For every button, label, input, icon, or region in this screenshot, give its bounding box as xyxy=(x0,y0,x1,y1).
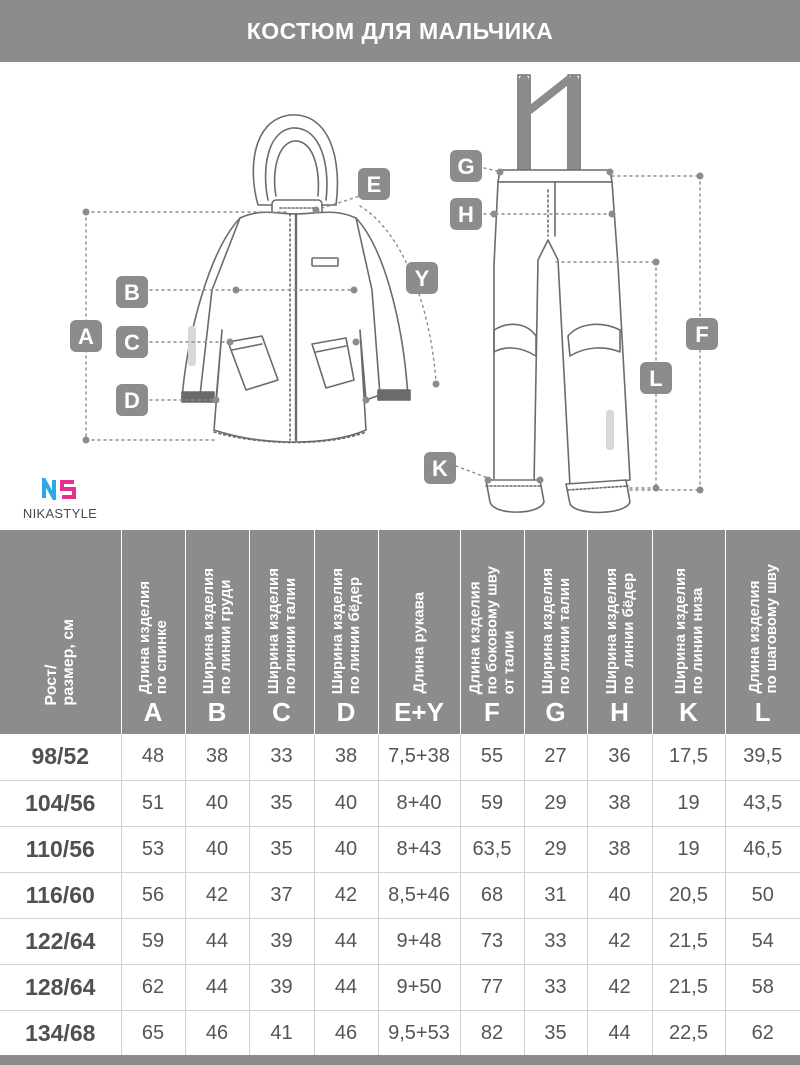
svg-text:D: D xyxy=(124,388,140,413)
table-cell: 40 xyxy=(185,780,249,826)
badge-c xyxy=(116,326,148,358)
badge-k xyxy=(424,452,456,484)
table-cell: 38 xyxy=(314,734,378,780)
table-cell: 41 xyxy=(249,1010,314,1056)
size-cell: 128/64 xyxy=(0,964,121,1010)
table-row xyxy=(0,734,800,780)
table-cell: 35 xyxy=(524,1010,587,1056)
table-cell: 29 xyxy=(524,826,587,872)
table-row xyxy=(0,872,800,918)
table-cell: 8,5+46 xyxy=(378,872,460,918)
column-header xyxy=(460,530,524,734)
table-cell: 21,5 xyxy=(652,964,725,1010)
table-cell: 77 xyxy=(460,964,524,1010)
column-header-letter: K xyxy=(679,697,698,727)
table-cell: 40 xyxy=(185,826,249,872)
table-cell: 59 xyxy=(121,918,185,964)
table-cell: 56 xyxy=(121,872,185,918)
svg-text:G: G xyxy=(457,154,475,179)
badge-b xyxy=(116,276,148,308)
table-cell: 50 xyxy=(725,872,800,918)
svg-text:A: A xyxy=(78,324,94,349)
table-cell: 35 xyxy=(249,826,314,872)
size-cell: 134/68 xyxy=(25,1019,96,1046)
table-cell: 21,5 xyxy=(652,918,725,964)
table-cell: 37 xyxy=(249,872,314,918)
table-cell: 40 xyxy=(587,872,652,918)
badge-a xyxy=(70,320,102,352)
table-cell: 65 xyxy=(121,1010,185,1056)
column-header-letter: G xyxy=(545,697,566,727)
table-cell: 44 xyxy=(314,918,378,964)
table-cell: 38 xyxy=(587,780,652,826)
column-header-letter: L xyxy=(754,697,771,727)
table-cell: 73 xyxy=(460,918,524,964)
table-cell: 68 xyxy=(460,872,524,918)
column-header-label: Длина изделия по шаговому шву xyxy=(745,564,780,694)
table-cell: 62 xyxy=(121,964,185,1010)
table-cell: 44 xyxy=(314,964,378,1010)
table-cell: 46,5 xyxy=(725,826,800,872)
svg-text:C: C xyxy=(124,330,140,355)
size-cell: 122/64 xyxy=(0,918,121,964)
column-header-label: Ширина изделия по линии низа xyxy=(671,567,706,694)
brand-name: NIKASTYLE xyxy=(22,506,98,521)
table-cell: 39,5 xyxy=(725,734,800,780)
table-cell: 51 xyxy=(121,780,185,826)
column-header xyxy=(725,530,800,734)
table-cell: 33 xyxy=(524,964,587,1010)
column-header-letter: C xyxy=(272,697,291,727)
table-row xyxy=(0,826,800,872)
table-cell: 33 xyxy=(249,734,314,780)
table-cell: 44 xyxy=(587,1010,652,1056)
column-header-letter: D xyxy=(336,697,356,727)
table-cell: 19 xyxy=(652,826,725,872)
table-cell: 55 xyxy=(460,734,524,780)
brand-logo-icon xyxy=(42,478,78,500)
table-cell: 46 xyxy=(185,1010,249,1056)
size-table xyxy=(0,530,800,1056)
page-title: КОСТЮМ ДЛЯ МАЛЬЧИКА xyxy=(0,0,800,62)
column-header-letter: E+Y xyxy=(394,697,444,727)
table-cell: 7,5+38 xyxy=(378,734,460,780)
table-cell: 19 xyxy=(652,780,725,826)
table-cell: 40 xyxy=(314,826,378,872)
table-cell: 42 xyxy=(314,872,378,918)
table-cell: 48 xyxy=(121,734,185,780)
column-header xyxy=(378,530,460,734)
column-header-label: Длина рукава xyxy=(410,592,428,694)
table-cell: 46 xyxy=(314,1010,378,1056)
table-cell: 82 xyxy=(460,1010,524,1056)
badge-l xyxy=(640,362,672,394)
svg-text:Y: Y xyxy=(414,266,430,291)
table-cell: 54 xyxy=(725,918,800,964)
table-cell: 58 xyxy=(725,964,800,1010)
column-header-letter: A xyxy=(143,697,163,727)
table-cell: 8+43 xyxy=(378,826,460,872)
column-header-label: Рост/ размер, см xyxy=(43,619,78,706)
size-cell: 110/56 xyxy=(0,826,121,872)
svg-text:F: F xyxy=(695,322,709,347)
column-header xyxy=(587,530,652,734)
table-cell: 17,5 xyxy=(652,734,725,780)
footer-bar xyxy=(0,1055,800,1065)
table-cell: 39 xyxy=(249,964,314,1010)
column-header-label: Ширина изделия по линии бёдер xyxy=(602,567,637,694)
column-header-label: Ширина изделия по линии талии xyxy=(538,567,573,694)
table-cell: 43,5 xyxy=(725,780,800,826)
column-header-label: Ширина изделия по линии груди xyxy=(200,567,234,694)
table-cell: 40 xyxy=(314,780,378,826)
table-cell: 27 xyxy=(524,734,587,780)
size-cell: 98/52 xyxy=(0,734,121,780)
table-body xyxy=(0,734,800,1056)
column-header-label: Ширина изделия по линии талии xyxy=(264,567,299,694)
svg-text:B: B xyxy=(124,280,140,305)
column-header xyxy=(652,530,725,734)
column-header xyxy=(185,530,249,734)
column-header xyxy=(121,530,185,734)
table-cell: 59 xyxy=(460,780,524,826)
table-header-row xyxy=(0,530,800,734)
table-cell: 38 xyxy=(587,826,652,872)
svg-text:H: H xyxy=(458,202,474,227)
table-cell: 36 xyxy=(587,734,652,780)
table-cell: 53 xyxy=(121,826,185,872)
column-header-label: Длина изделия по спинке xyxy=(136,580,170,694)
table-row xyxy=(0,1010,800,1056)
table-cell: 63,5 xyxy=(460,826,524,872)
table-row xyxy=(0,780,800,826)
table-cell: 62 xyxy=(725,1010,800,1056)
table-cell: 20,5 xyxy=(652,872,725,918)
size-cell: 116/60 xyxy=(0,872,121,918)
table-row xyxy=(0,964,800,1010)
badge-g xyxy=(450,150,482,182)
svg-text:E: E xyxy=(366,172,382,197)
table-row xyxy=(0,918,800,964)
table-cell: 29 xyxy=(524,780,587,826)
table-cell: 42 xyxy=(587,964,652,1010)
jacket-drawing xyxy=(182,115,410,443)
column-header-letter: F xyxy=(484,697,500,727)
badge-e xyxy=(358,168,390,200)
badge-d xyxy=(116,384,148,416)
table-cell: 33 xyxy=(524,918,587,964)
badge-h xyxy=(450,198,482,230)
column-header xyxy=(314,530,378,734)
table-cell: 31 xyxy=(524,872,587,918)
table-cell: 9+48 xyxy=(378,918,460,964)
table-cell: 8+40 xyxy=(378,780,460,826)
pants-drawing xyxy=(486,75,630,512)
table-cell: 9+50 xyxy=(378,964,460,1010)
table-cell: 42 xyxy=(587,918,652,964)
table-cell: 42 xyxy=(185,872,249,918)
table-cell: 39 xyxy=(249,918,314,964)
size-cell: 104/56 xyxy=(0,780,121,826)
table-cell: 38 xyxy=(185,734,249,780)
brand-logo xyxy=(14,474,106,522)
column-header-size xyxy=(0,530,121,734)
column-header-letter: H xyxy=(610,697,629,727)
table-cell: 35 xyxy=(249,780,314,826)
column-header-label: Длина изделия по боковому шву от талии xyxy=(466,565,518,694)
badge-f xyxy=(686,318,718,350)
column-header xyxy=(524,530,587,734)
svg-text:K: K xyxy=(432,456,448,481)
column-header xyxy=(249,530,314,734)
garment-illustration xyxy=(0,62,800,530)
table-cell: 9,5+53 xyxy=(378,1010,460,1056)
badge-y xyxy=(406,262,438,294)
table-cell: 44 xyxy=(185,918,249,964)
table-cell: 22,5 xyxy=(652,1010,725,1056)
garment-diagram xyxy=(0,62,800,530)
svg-text:L: L xyxy=(649,366,663,391)
column-header-label: Ширина изделия по линии бёдер xyxy=(329,567,363,694)
table-cell: 44 xyxy=(185,964,249,1010)
column-header-letter: B xyxy=(207,697,227,727)
